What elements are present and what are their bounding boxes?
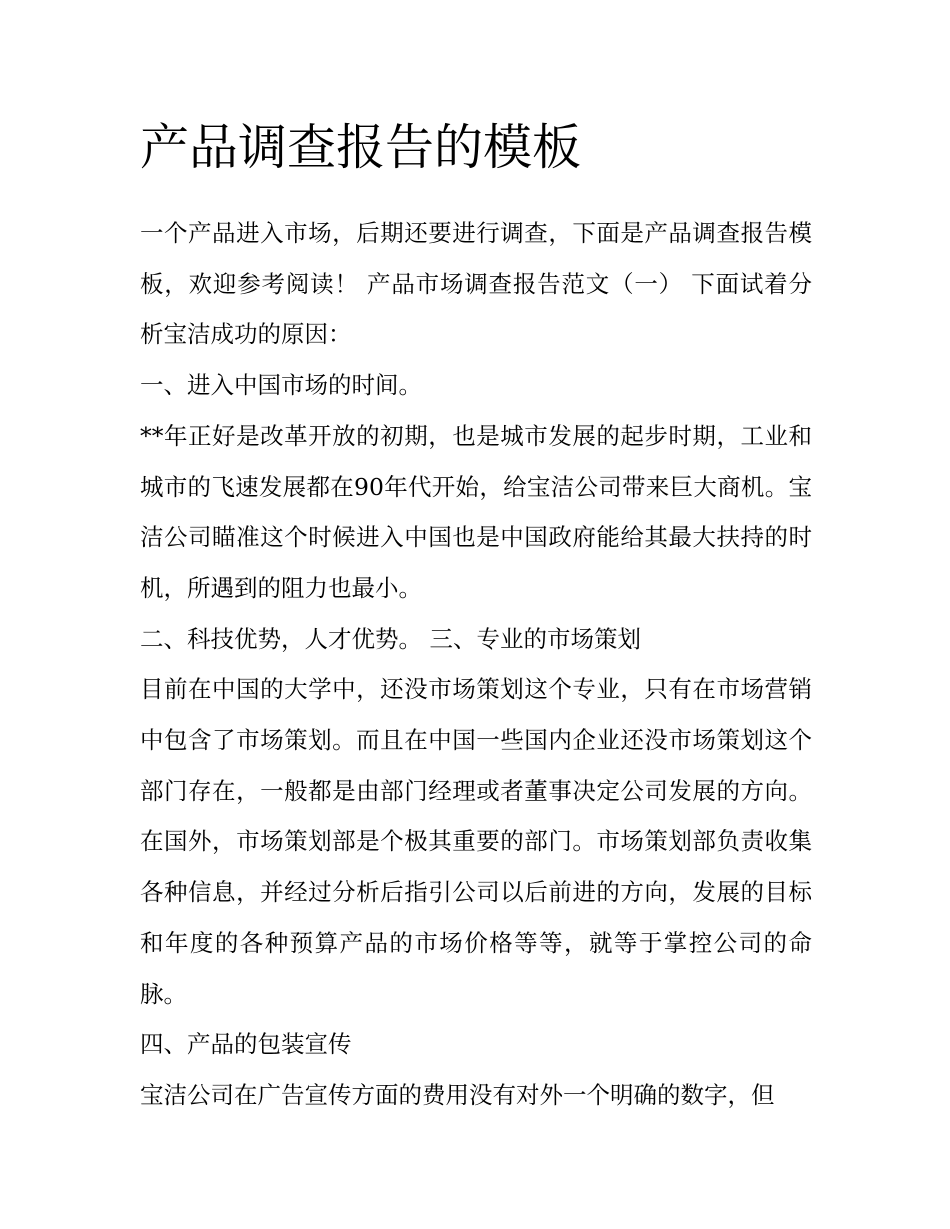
paragraph-advertising: 宝洁公司在广告宣传方面的费用没有对外一个明确的数字，但 [140, 1080, 775, 1109]
heading-tech-talent-strategy: 二、科技优势，人才优势。 三、专业的市场策划 [140, 624, 641, 653]
heading-packaging-promotion: 四、产品的包装宣传 [140, 1030, 352, 1059]
paragraph-market-planning: 目前在中国的大学中，还没市场策划这个专业，只有在市场营销中包含了市场策划。而且在中国一些国内企业还没市场策划这个部门存在，一般都是由部门经理或者董事决定公司发展的方向。在国外，市场策划部是个极其重要的部门。市场策划部负责收集各种信息，并经过分析后指引公司以后前进的方向，发展的目标和年度的各种预算产品的市场价格等等，就等于掌控公司的命脉。 [140, 675, 812, 1008]
document-content [140, 112, 812, 1121]
paragraph-intro: 一个产品进入市场，后期还要进行调查，下面是产品调查报告模板，欢迎参考阅读！ 产品市场调查报告范文（一） 下面试着分析宝洁成功的原因： [140, 219, 812, 349]
paragraph-market-entry-time: **年正好是改革开放的初期，也是城市发展的起步时期，工业和城市的飞速发展都在90年代开始，给宝洁公司带来巨大商机。宝洁公司瞄准这个时候进入中国也是中国政府能给其最大扶持的时机，所遇到的阻力也最小。 [140, 421, 812, 602]
document-title: 产品调查报告的模板 [140, 119, 582, 176]
heading-market-entry-time: 一、进入中国市场的时间。 [140, 371, 422, 400]
